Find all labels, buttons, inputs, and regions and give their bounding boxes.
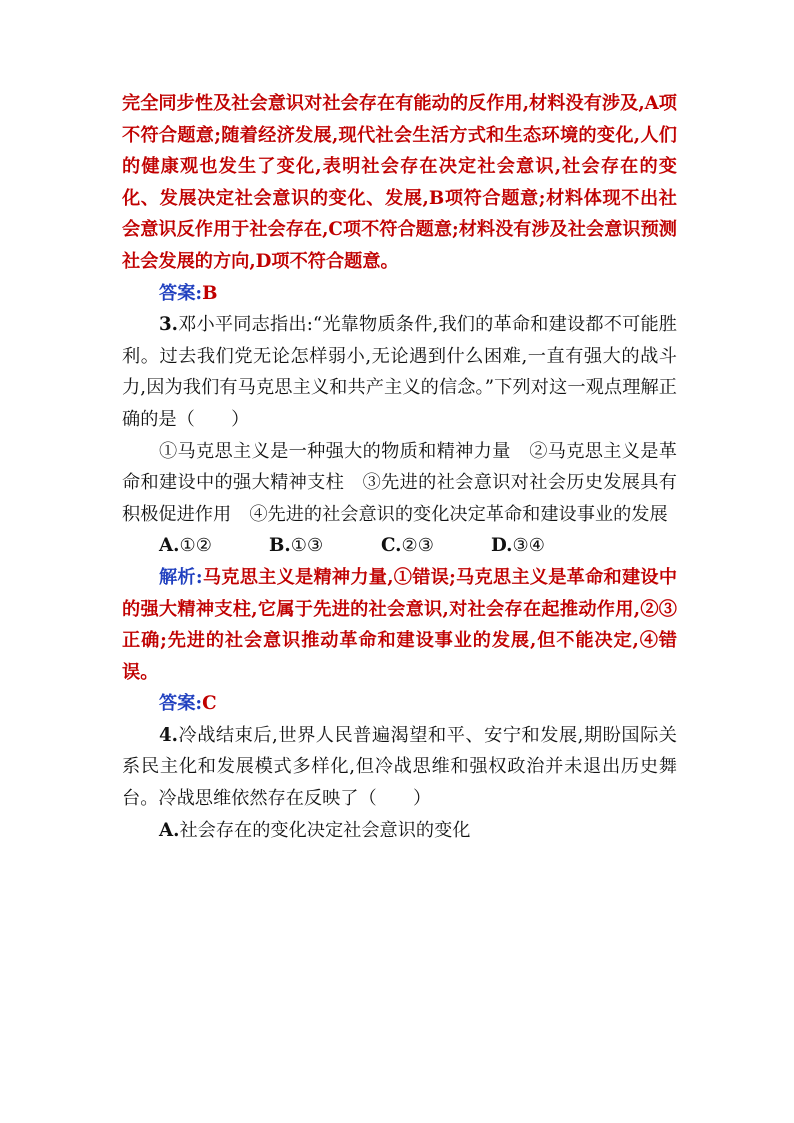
answer-label: 答案: xyxy=(159,282,203,304)
document-page xyxy=(122,88,677,846)
option-a-text: 社会存在的变化决定社会意识的变化 xyxy=(179,819,471,841)
option-a-label: A. xyxy=(159,535,180,557)
question-3-number: 3. xyxy=(159,314,178,336)
option-a-text: ①② xyxy=(179,535,213,557)
answer-q3 xyxy=(122,688,677,720)
answer-q2 xyxy=(122,278,677,310)
option-d[interactable] xyxy=(491,530,591,562)
option-c-text: ②③ xyxy=(401,535,435,557)
question-3-options xyxy=(122,530,677,562)
option-a[interactable] xyxy=(159,530,269,562)
analysis-continued: 完全同步性及社会意识对社会存在有能动的反作用,材料没有涉及,A项不符合题意;随着经济发展,现代社会生活方式和生态环境的变化,人们的健康观也发生了变化,表明社会存在决定社会意识,社会存在的变化、发展决定社会意识的变化、发展,B项符合题意;材料体现不出社会意识反作用于社会存在,C项不符合题意;材料没有涉及社会意识预测社会发展的方向,D项不符合题意。 xyxy=(122,93,677,272)
answer-label: 答案: xyxy=(159,693,203,715)
option-d-label: D. xyxy=(491,535,513,557)
answer-value: C xyxy=(202,693,217,715)
question-4-stem xyxy=(122,720,677,815)
answer-value: B xyxy=(202,282,218,304)
question-4-text: 冷战结束后,世界人民普遍渴望和平、安宁和发展,期盼国际关系民主化和发展模式多样化,但冷战思维和强权政治并未退出历史舞台。冷战思维依然存在反映了（ ） xyxy=(122,724,677,810)
question-4-number: 4. xyxy=(159,724,178,746)
option-c-label: C. xyxy=(381,535,402,557)
option-d-text: ③④ xyxy=(512,535,546,557)
analysis-label: 解析: xyxy=(159,566,203,588)
option-a-label: A. xyxy=(159,819,180,841)
question-3-text: 邓小平同志指出:“光靠物质条件,我们的革命和建设都不可能胜利。过去我们党无论怎样弱小,无论遇到什么困难,一直有强大的战斗力,因为我们有马克思主义和共产主义的信念。”下列对这一观点理解正确的是（ ） xyxy=(122,314,677,430)
analysis-text: 马克思主义是精神力量,①错误;马克思主义是革命和建设中的强大精神支柱,它属于先进的社会意识,对社会存在起推动作用,②③正确;先进的社会意识推动革命和建设事业的发展,但不能决定,④错误。 xyxy=(122,566,678,683)
option-b-text: ①③ xyxy=(290,535,324,557)
question-3-statements: ①马克思主义是一种强大的物质和精神力量 ②马克思主义是革命和建设中的强大精神支柱 ③先进的社会意识对社会历史发展具有积极促进作用 ④先进的社会意识的变化决定革命和建设事业的发展 xyxy=(122,440,677,525)
question-3-analysis xyxy=(122,562,677,688)
option-b[interactable] xyxy=(269,530,381,562)
option-b-label: B. xyxy=(269,535,291,557)
question-4-option-a[interactable] xyxy=(122,815,677,847)
option-c[interactable] xyxy=(381,530,491,562)
question-3-stem xyxy=(122,309,677,435)
